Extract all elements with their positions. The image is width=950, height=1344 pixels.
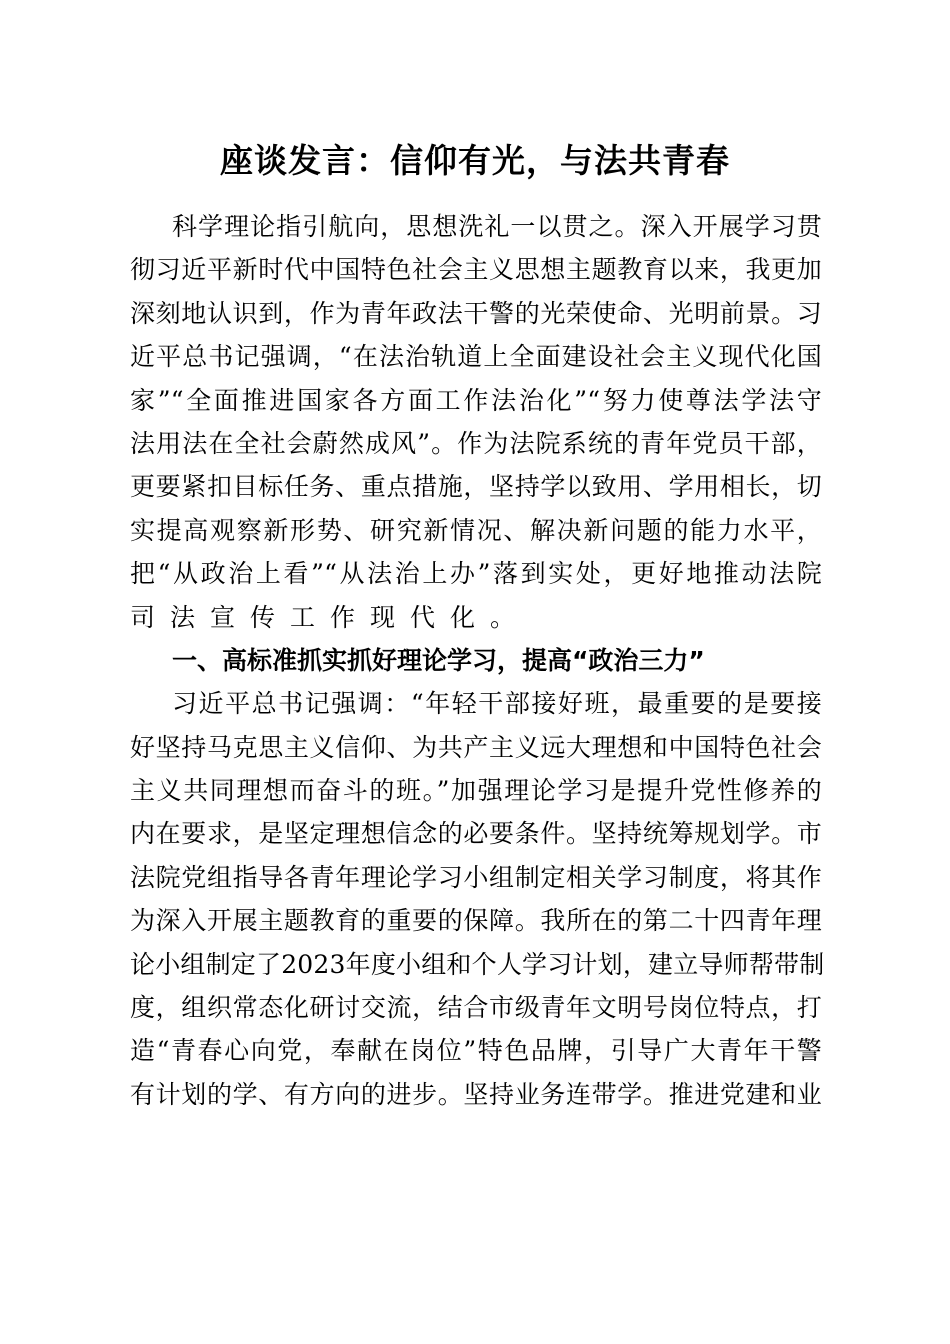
text-line: 内在要求，是坚定理想信念的必要条件。坚持统筹规划学。市 (130, 819, 822, 849)
paragraph-section-1 (130, 682, 825, 1116)
document-body (130, 205, 825, 1116)
text-line: 度，组织常态化研讨交流，结合市级青年文明号岗位特点，打 (130, 993, 822, 1023)
text-line: 科学理论指引航向，思想洗礼一以贯之。深入开展学习贯 (172, 212, 822, 241)
text-line: 实提高观察新形势、研究新情况、解决新问题的能力水平， (130, 515, 822, 545)
text-line: 司法宣传工作现代化。 (130, 602, 531, 632)
section-heading: 一、高标准抓实抓好理论学习，提高“政治三力” (172, 645, 705, 675)
text-line: 主义共同理想而奋斗的班。”加强理论学习是提升党性修养的 (130, 776, 822, 806)
text-line: 家”“全面推进国家各方面工作法治化”“努力使尊法学法守 (130, 385, 822, 415)
text-line: 论小组制定了2023年度小组和个人学习计划，建立导师帮带制 (130, 949, 825, 979)
text-line: 彻习近平新时代中国特色社会主义思想主题教育以来，我更加 (130, 255, 822, 285)
text-line: 近平总书记强调，“在法治轨道上全面建设社会主义现代化国 (130, 342, 822, 372)
text-line: 造“青春心向党，奉献在岗位”特色品牌，引导广大青年干警 (130, 1036, 822, 1066)
document-title: 座谈发言：信仰有光，与法共青春 (220, 141, 730, 180)
text-line: 好坚持马克思主义信仰、为共产主义远大理想和中国特色社会 (130, 732, 822, 762)
text-line: 更要紧扣目标任务、重点措施，坚持学以致用、学用相长，切 (130, 472, 822, 502)
paragraph-intro (130, 205, 822, 639)
text-line: 把“从政治上看”“从法治上办”落到实处，更好地推动法院 (130, 559, 822, 589)
text-line: 有计划的学、有方向的进步。坚持业务连带学。推进党建和业 (130, 1079, 822, 1109)
text-line: 习近平总书记强调：“年轻干部接好班，最重要的是要接 (172, 689, 822, 719)
text-line: 为深入开展主题教育的重要的保障。我所在的第二十四青年理 (130, 906, 822, 936)
text-line: 法用法在全社会蔚然成风”。作为法院系统的青年党员干部， (130, 428, 822, 458)
text-line: 法院党组指导各青年理论学习小组制定相关学习制度，将其作 (130, 862, 822, 892)
text-line: 深刻地认识到，作为青年政法干警的光荣使命、光明前景。习 (130, 298, 822, 328)
